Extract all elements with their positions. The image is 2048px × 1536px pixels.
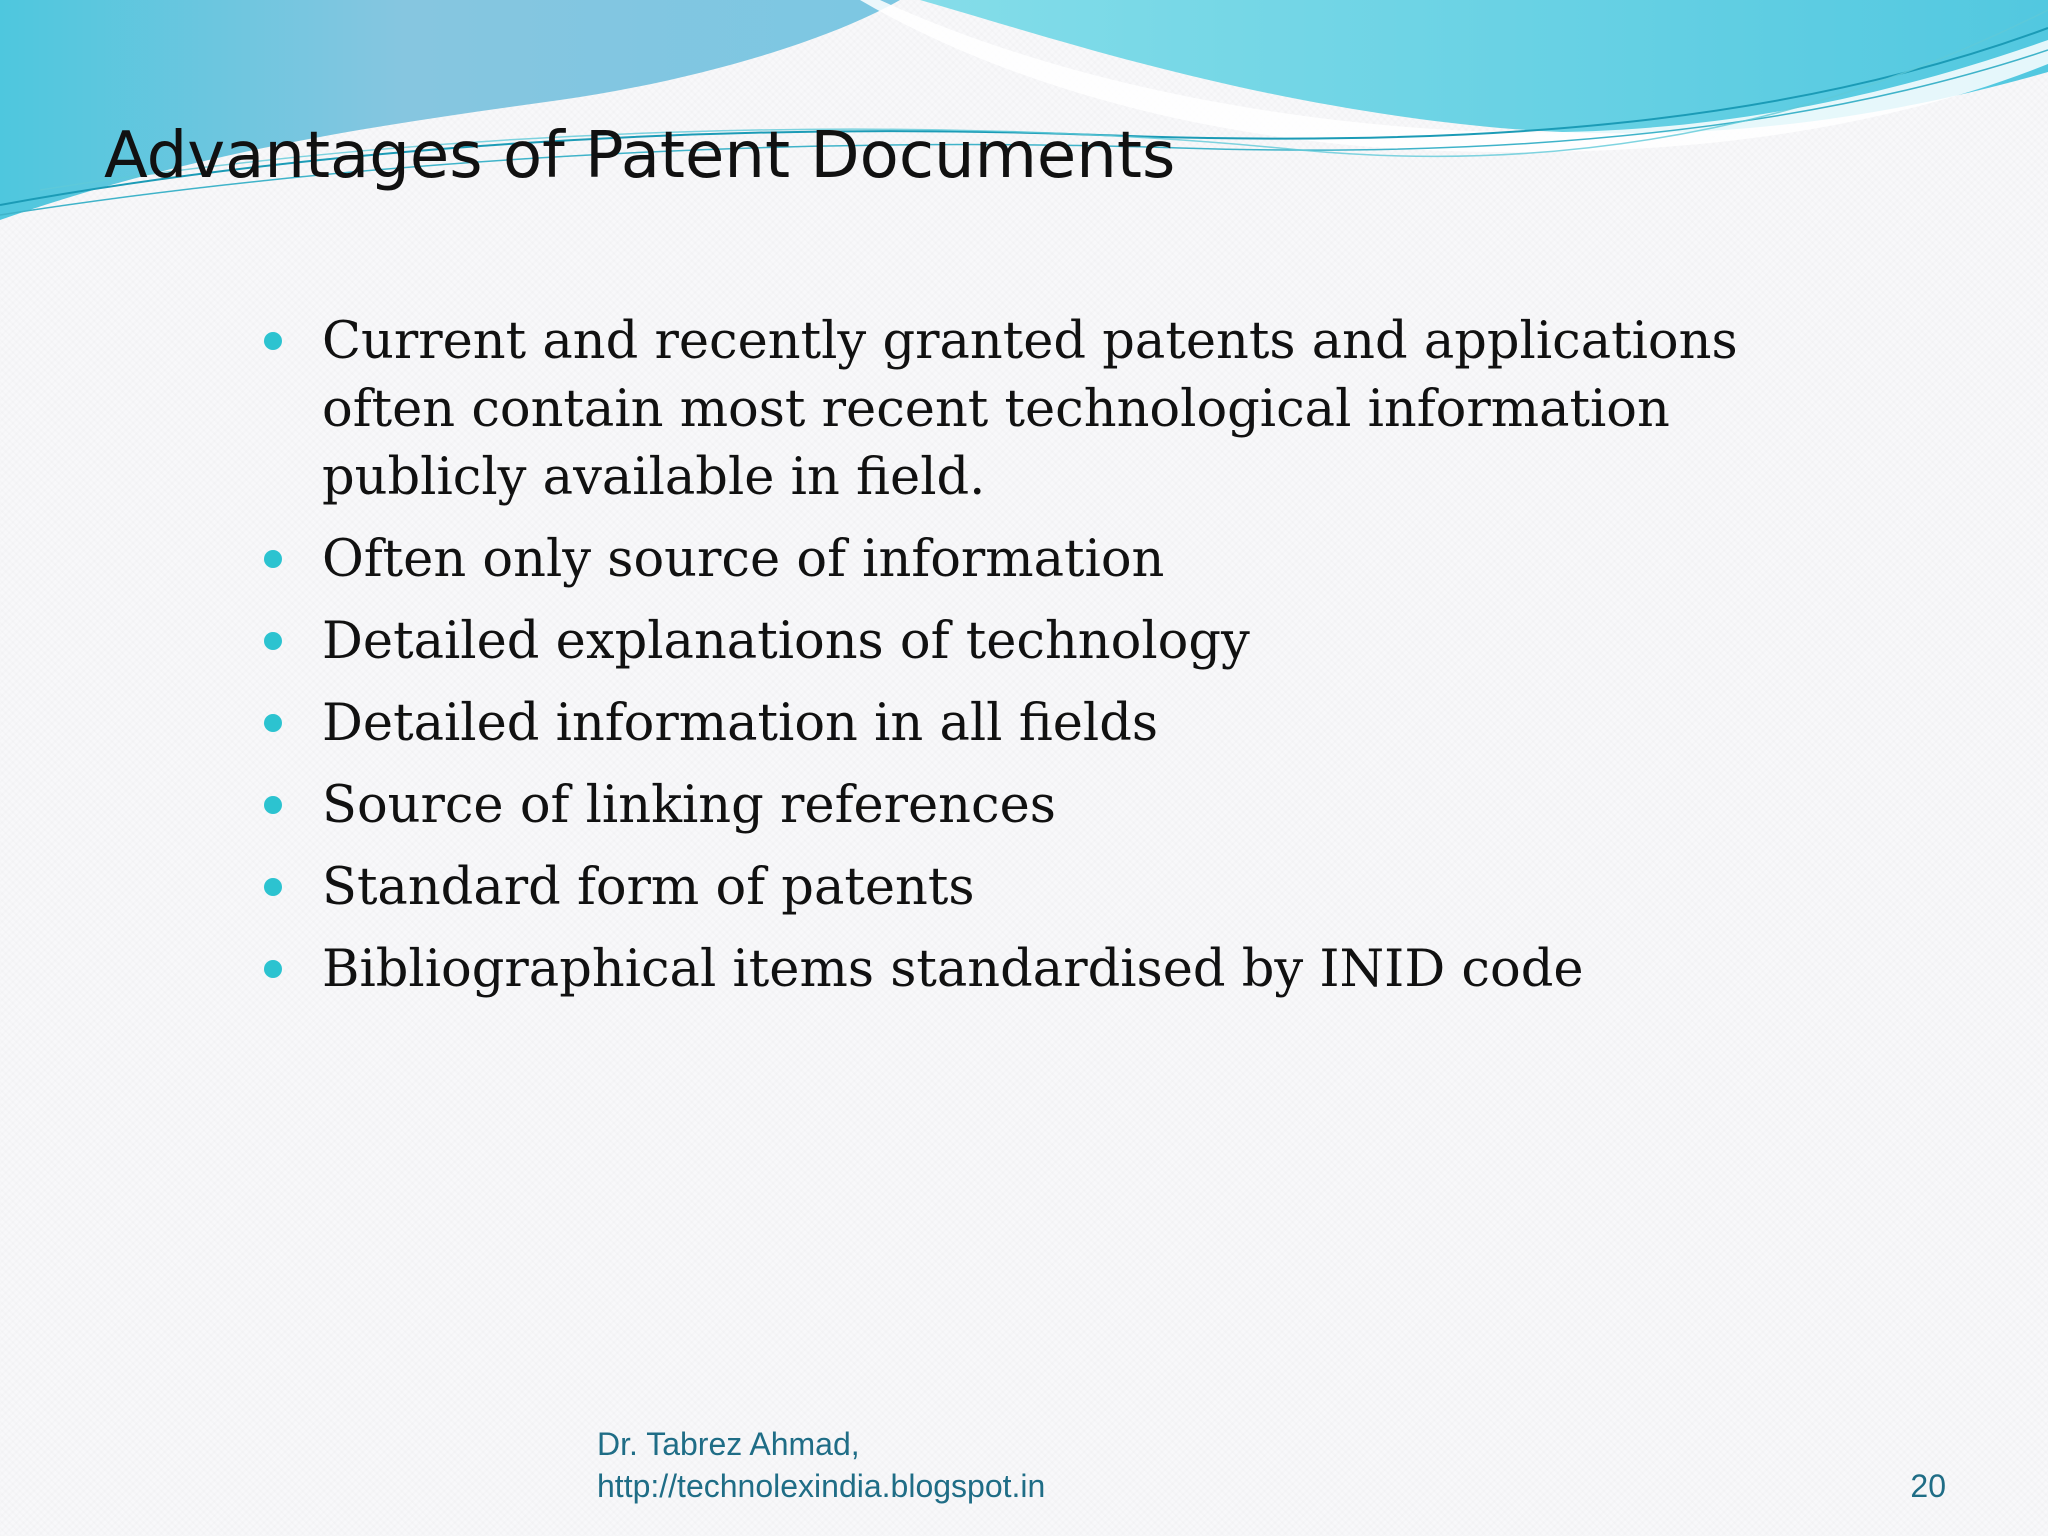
bullet-dot-icon [264, 332, 282, 350]
bullet-text: Source of linking references [322, 776, 1056, 835]
footer-author: Dr. Tabrez Ahmad, [597, 1426, 860, 1462]
bullet-text: Detailed information in all fields [322, 694, 1159, 753]
bullet-dot-icon [264, 960, 282, 978]
bullet-text: Often only source of information [322, 530, 1165, 589]
bullet-item [262, 936, 1822, 1004]
bullet-list [262, 308, 1822, 1018]
bullet-dot-icon [264, 714, 282, 732]
bullet-item [262, 690, 1822, 758]
bullet-item [262, 608, 1822, 676]
bullet-text: Bibliographical items standardised by INID code [322, 940, 1584, 999]
bullet-text: Standard form of patents [322, 858, 975, 917]
bullet-item [262, 308, 1822, 512]
page-number: 20 [1910, 1468, 1946, 1504]
bullet-item [262, 772, 1822, 840]
bullet-text: Detailed explanations of technology [322, 612, 1250, 671]
bullet-dot-icon [264, 550, 282, 568]
bullet-text: Current and recently granted patents and applications often contain most recent technological information publicly available in field. [322, 312, 1738, 507]
slide-title: Advantages of Patent Documents [104, 119, 1176, 193]
bullet-dot-icon [264, 632, 282, 650]
bullet-dot-icon [264, 796, 282, 814]
bullet-item [262, 526, 1822, 594]
footer-url: http://technolexindia.blogspot.in [597, 1468, 1046, 1504]
bullet-dot-icon [264, 878, 282, 896]
bullet-item [262, 854, 1822, 922]
